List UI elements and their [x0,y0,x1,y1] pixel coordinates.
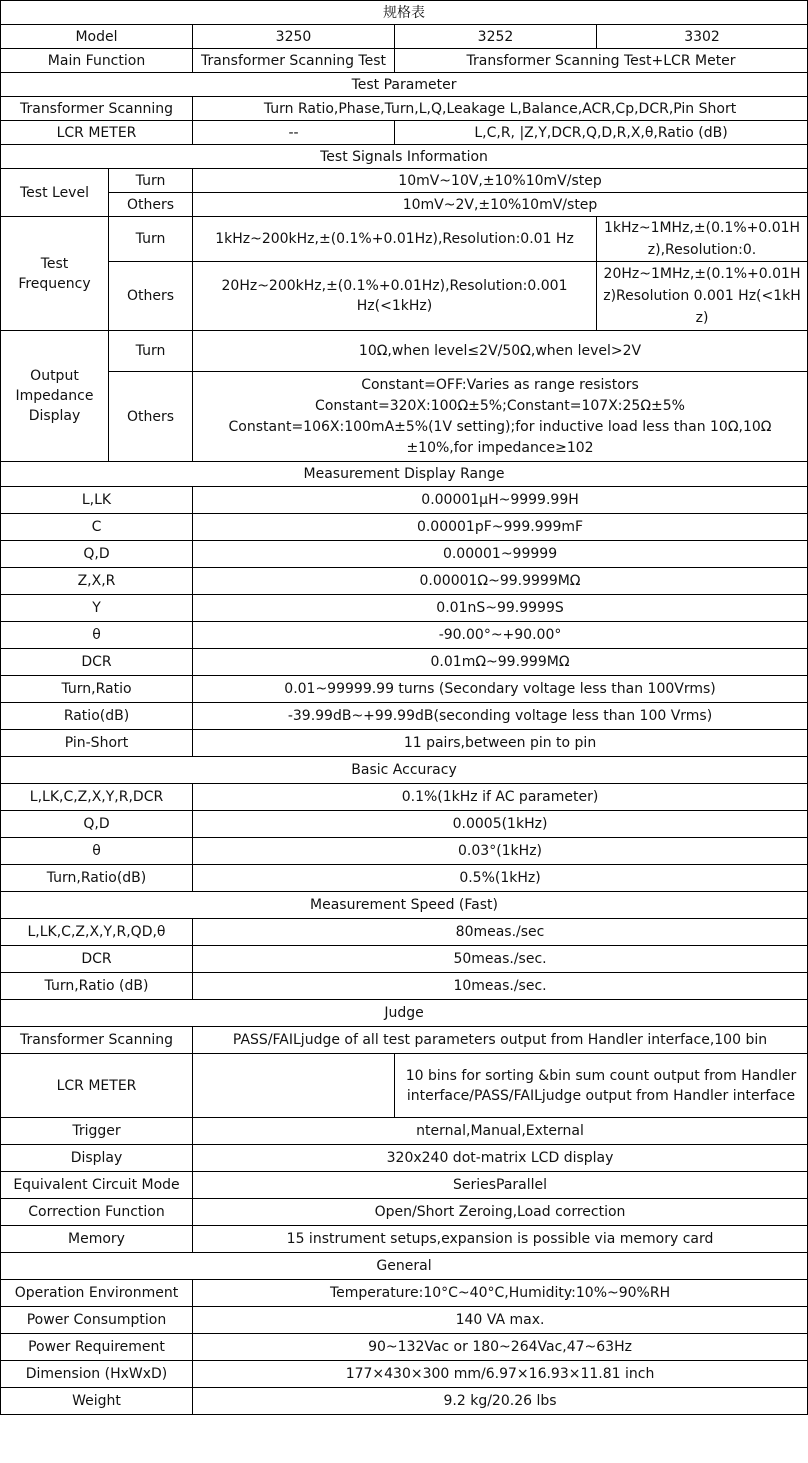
section-general: General [1,1253,808,1280]
general-label: Weight [1,1388,193,1415]
general-value: 9.2 kg/20.26 lbs [193,1388,808,1415]
accuracy-value: 0.0005(1kHz) [193,811,808,838]
misc-label: Memory [1,1226,193,1253]
range-label: Q,D [1,541,193,568]
test-level-turn-value: 10mV~10V,±10%10mV/step [193,169,808,193]
section-test-parameter: Test Parameter [1,73,808,97]
test-level-others-value: 10mV~2V,±10%10mV/step [193,193,808,217]
judge-lcr-value: 10 bins for sorting &bin sum count output from Handler interface/PASS/FAILjudge output from Handler interface [395,1054,808,1118]
misc-label: Equivalent Circuit Mode [1,1172,193,1199]
range-value: 0.00001Ω~99.9999MΩ [193,568,808,595]
accuracy-label: Q,D [1,811,193,838]
output-impedance-others-label: Others [109,372,193,462]
speed-label: Turn,Ratio (dB) [1,973,193,1000]
test-frequency-turn-value: 1kHz~200kHz,±(0.1%+0.01Hz),Resolution:0.01 Hz [193,217,597,262]
judge-transformer-label: Transformer Scanning [1,1027,193,1054]
test-level-label: Test Level [1,169,109,217]
range-value: -39.99dB~+99.99dB(seconding voltage less than 100 Vrms) [193,703,808,730]
test-frequency-others-3302: 20Hz~1MHz,±(0.1%+0.01Hz)Resolution 0.001 Hz(<1kHz) [597,262,808,331]
accuracy-label: Turn,Ratio(dB) [1,865,193,892]
general-label: Operation Environment [1,1280,193,1307]
misc-label: Correction Function [1,1199,193,1226]
section-basic-accuracy: Basic Accuracy [1,757,808,784]
table-title: 规格表 [1,1,808,25]
test-level-turn-label: Turn [109,169,193,193]
output-impedance-turn-value: 10Ω,when level≤2V/50Ω,when level>2V [193,331,808,372]
accuracy-label: θ [1,838,193,865]
range-label: DCR [1,649,193,676]
test-frequency-others-value: 20Hz~200kHz,±(0.1%+0.01Hz),Resolution:0.001 Hz(<1kHz) [193,262,597,331]
lcr-meter-3250: -- [193,121,395,145]
range-label: Turn,Ratio [1,676,193,703]
judge-lcr-label: LCR METER [1,1054,193,1118]
section-display-range: Measurement Display Range [1,462,808,487]
range-value: 0.00001μH~9999.99H [193,487,808,514]
output-impedance-line-4: ±10%,for impedance≥102 [406,439,594,456]
misc-label: Display [1,1145,193,1172]
misc-value: 15 instrument setups,expansion is possible via memory card [193,1226,808,1253]
main-function-3252-3302: Transformer Scanning Test+LCR Meter [395,49,808,73]
section-judge: Judge [1,1000,808,1027]
judge-transformer-value: PASS/FAILjudge of all test parameters output from Handler interface,100 bin [193,1027,808,1054]
misc-label: Trigger [1,1118,193,1145]
output-impedance-line-3: Constant=106X:100mA±5%(1V setting);for inductive load less than 10Ω,10Ω [228,418,772,435]
test-frequency-label: Test Frequency [1,217,109,331]
general-label: Dimension (HxWxD) [1,1361,193,1388]
output-impedance-label: Output Impedance Display [1,331,109,462]
model-3250: 3250 [193,25,395,49]
transformer-scanning-value: Turn Ratio,Phase,Turn,L,Q,Leakage L,Balance,ACR,Cp,DCR,Pin Short [193,97,808,121]
misc-value: nternal,Manual,External [193,1118,808,1145]
range-label: Ratio(dB) [1,703,193,730]
general-value: 177×430×300 mm/6.97×16.93×11.81 inch [193,1361,808,1388]
speed-value: 10meas./sec. [193,973,808,1000]
speed-label: DCR [1,946,193,973]
test-frequency-others-label: Others [109,262,193,331]
model-3302: 3302 [597,25,808,49]
range-label: Pin-Short [1,730,193,757]
range-value: 0.01~99999.99 turns (Secondary voltage less than 100Vrms) [193,676,808,703]
accuracy-value: 0.03°(1kHz) [193,838,808,865]
model-3252: 3252 [395,25,597,49]
output-impedance-line-1: Constant=OFF:Varies as range resistors [361,376,639,393]
misc-value: 320x240 dot-matrix LCD display [193,1145,808,1172]
main-function-3250: Transformer Scanning Test [193,49,395,73]
output-impedance-line-2: Constant=320X:100Ω±5%;Constant=107X:25Ω±5% [315,397,685,414]
test-frequency-turn-3302: 1kHz~1MHz,±(0.1%+0.01Hz),Resolution:0. [597,217,808,262]
model-label: Model [1,25,193,49]
output-impedance-others-value [193,372,808,462]
general-label: Power Requirement [1,1334,193,1361]
misc-value: SeriesParallel [193,1172,808,1199]
speed-label: L,LK,C,Z,X,Y,R,QD,θ [1,919,193,946]
transformer-scanning-label: Transformer Scanning [1,97,193,121]
range-value: -90.00°~+90.00° [193,622,808,649]
lcr-meter-label: LCR METER [1,121,193,145]
section-test-signals: Test Signals Information [1,145,808,169]
section-speed: Measurement Speed (Fast) [1,892,808,919]
accuracy-value: 0.5%(1kHz) [193,865,808,892]
range-value: 11 pairs,between pin to pin [193,730,808,757]
speed-value: 50meas./sec. [193,946,808,973]
accuracy-value: 0.1%(1kHz if AC parameter) [193,784,808,811]
judge-lcr-3250-empty [193,1054,395,1118]
range-label: θ [1,622,193,649]
range-value: 0.00001pF~999.999mF [193,514,808,541]
test-frequency-turn-label: Turn [109,217,193,262]
general-value: Temperature:10°C~40°C,Humidity:10%~90%RH [193,1280,808,1307]
general-label: Power Consumption [1,1307,193,1334]
general-value: 90~132Vac or 180~264Vac,47~63Hz [193,1334,808,1361]
range-value: 0.00001~99999 [193,541,808,568]
misc-value: Open/Short Zeroing,Load correction [193,1199,808,1226]
range-value: 0.01mΩ~99.999MΩ [193,649,808,676]
range-label: L,LK [1,487,193,514]
range-value: 0.01nS~99.9999S [193,595,808,622]
range-label: Y [1,595,193,622]
accuracy-label: L,LK,C,Z,X,Y,R,DCR [1,784,193,811]
output-impedance-turn-label: Turn [109,331,193,372]
range-label: Z,X,R [1,568,193,595]
main-function-label: Main Function [1,49,193,73]
speed-value: 80meas./sec [193,919,808,946]
test-level-others-label: Others [109,193,193,217]
general-value: 140 VA max. [193,1307,808,1334]
range-label: C [1,514,193,541]
lcr-meter-value: L,C,R, |Z,Y,DCR,Q,D,R,X,θ,Ratio (dB) [395,121,808,145]
